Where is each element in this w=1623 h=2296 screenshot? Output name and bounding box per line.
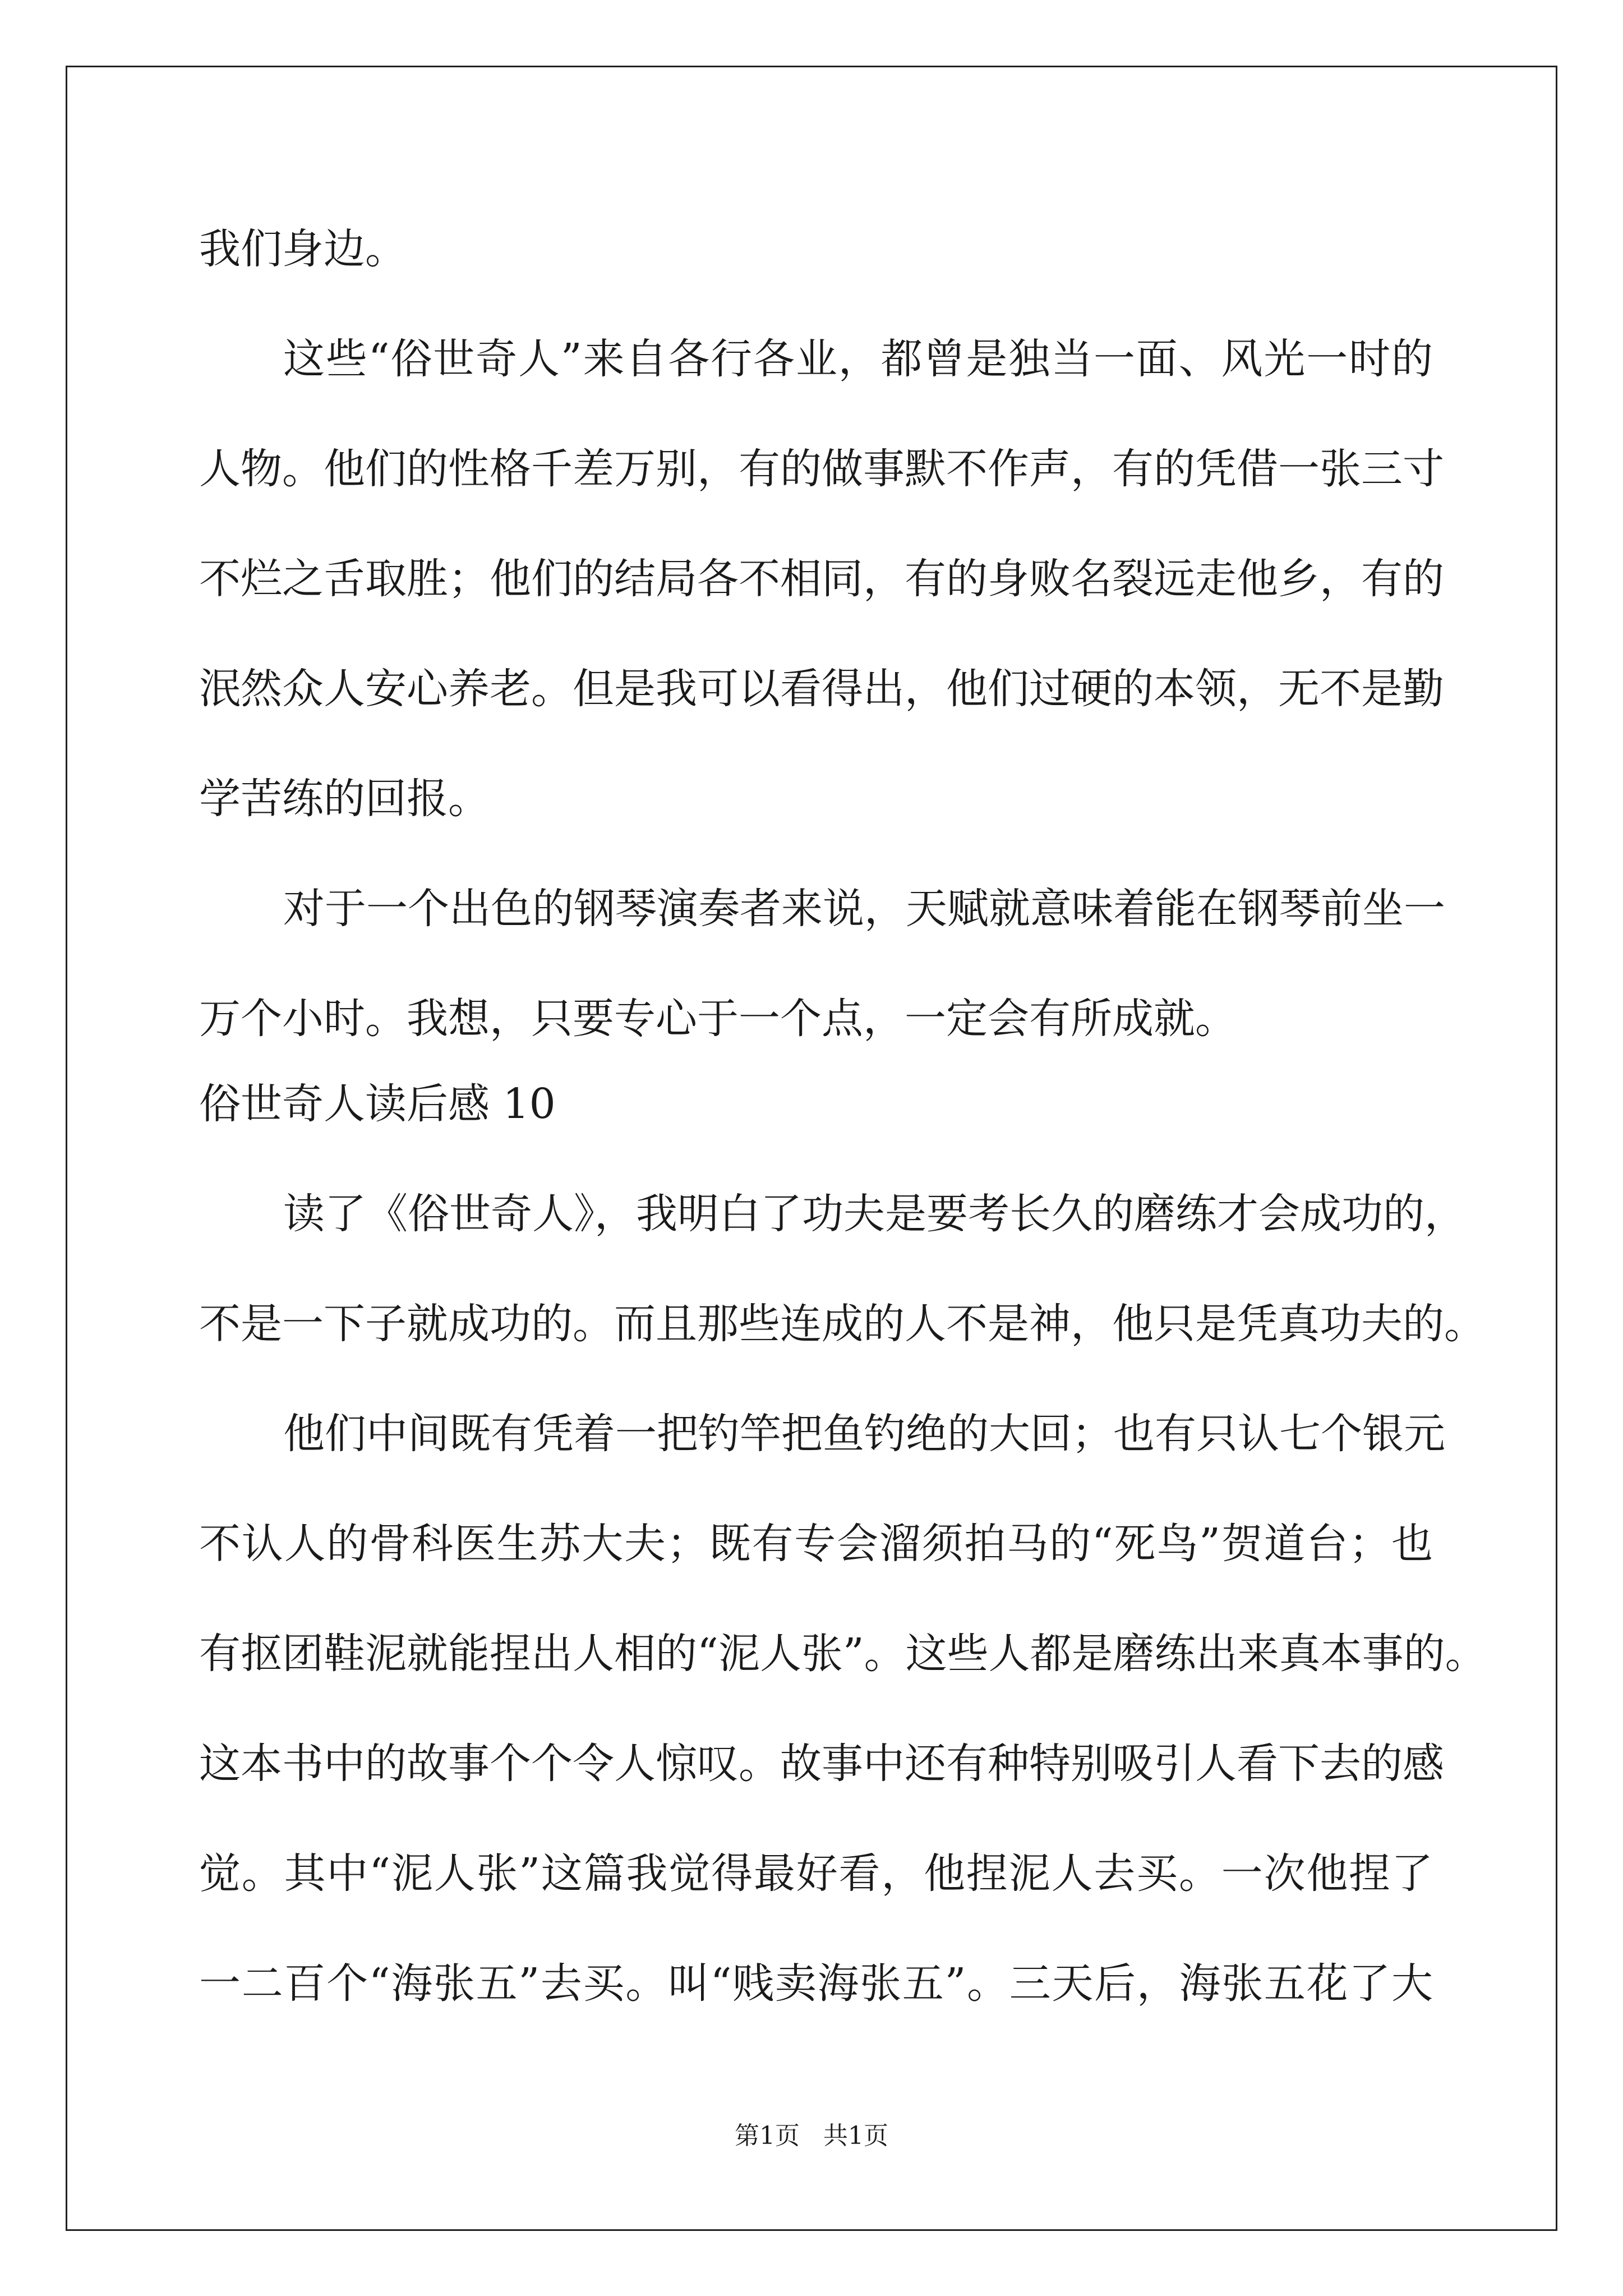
page-border (66, 66, 1557, 2231)
text-line: 我们身边。 (199, 225, 407, 273)
section-heading: 俗世奇人读后感 10 (199, 1080, 556, 1128)
text-line: 泯然众人安心养老。但是我可以看得出，他们过硬的本领，无不是勤 (199, 665, 1444, 713)
page-number-footer: 第1页 共1页 (735, 2122, 888, 2150)
text-line: 这本书中的故事个个令人惊叹。故事中还有种特别吸引人看下去的感 (199, 1740, 1444, 1788)
text-line: 不是一下子就成功的。而且那些连成的人不是神，他只是凭真功夫的。 (199, 1300, 1486, 1348)
text-line: 一二百个“海张五”去买。叫“贱卖海张五”。三天后，海张五花了大 (199, 1959, 1433, 2008)
text-line: 有抠团鞋泥就能捏出人相的“泥人张”。这些人都是磨练出来真本事的。 (199, 1630, 1487, 1678)
text-line: 学苦练的回报。 (199, 775, 490, 823)
paragraph-start-line: 读了《俗世奇人》，我明白了功夫是要考长久的磨练才会成功的， (283, 1190, 1466, 1238)
text-line: 人物。他们的性格千差万别，有的做事默不作声，有的凭借一张三寸 (199, 445, 1444, 493)
text-line: 不认人的骨科医生苏大夫；既有专会溜须拍马的“死鸟”贺道台；也 (199, 1520, 1433, 1568)
text-line: 万个小时。我想，只要专心于一个点，一定会有所成就。 (199, 995, 1237, 1043)
paragraph-start-line: 对于一个出色的钢琴演奏者来说，天赋就意味着能在钢琴前坐一 (283, 885, 1445, 933)
paragraph-start-line: 这些“俗世奇人”来自各行各业，都曾是独当一面、风光一时的 (283, 335, 1433, 383)
text-line: 觉。其中“泥人张”这篇我觉得最好看，他捏泥人去买。一次他捏了 (199, 1849, 1433, 1898)
paragraph-start-line: 他们中间既有凭着一把钓竿把鱼钓绝的大回；也有只认七个银元 (283, 1410, 1445, 1458)
text-line: 不烂之舌取胜；他们的结局各不相同，有的身败名裂远走他乡，有的 (199, 555, 1444, 603)
